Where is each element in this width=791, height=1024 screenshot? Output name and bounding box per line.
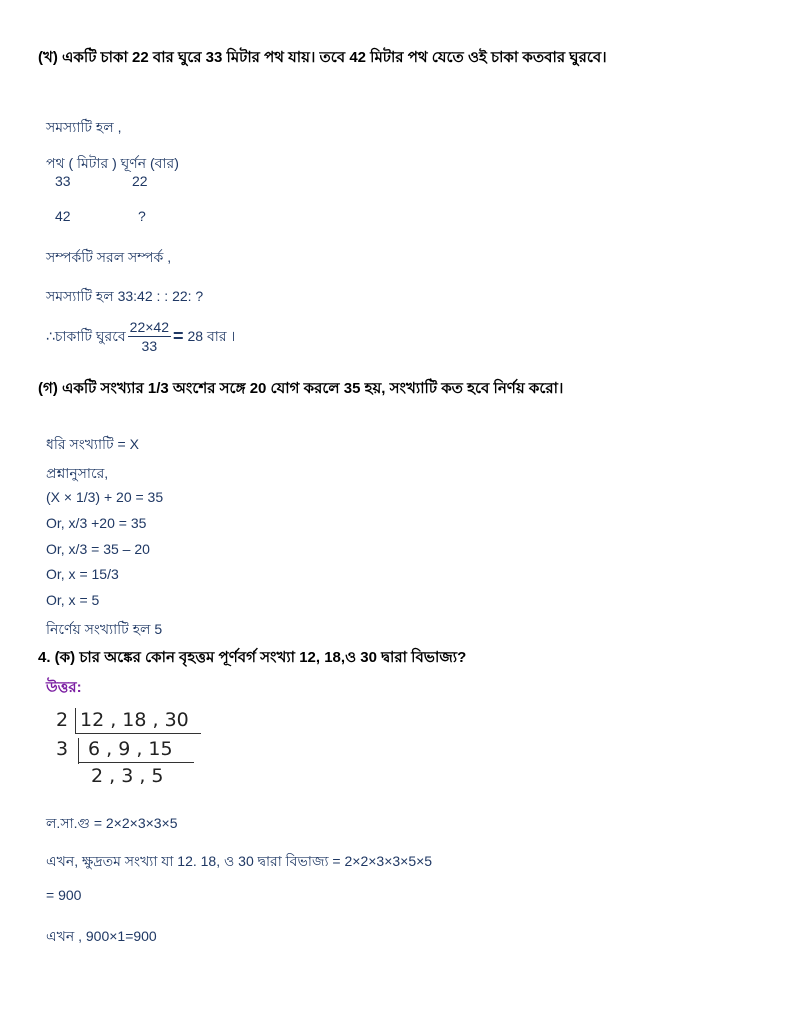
divisor-1: 2: [56, 709, 69, 731]
result-line: [46, 318, 235, 355]
division-ladder: [56, 706, 226, 796]
smallest-number-line: এখন, ক্ষুদ্রতম সংখ্যা যা 12. 18, ও 30 দ্বারা বিভাজ্য = 2×2×3×3×5×5: [46, 853, 433, 869]
divisor-2: 3: [56, 738, 69, 760]
division-row-1: 12 , 18 , 30: [80, 709, 189, 731]
fraction-denominator: 33: [141, 338, 158, 354]
division-row-2: 6 , 9 , 15: [88, 738, 173, 760]
table-header: পথ ( মিটার ) ঘূর্ণন (বার): [46, 155, 179, 171]
fraction: [128, 318, 171, 355]
result-suffix: 28 বার ।: [187, 327, 236, 344]
divider-horizontal-1: [75, 733, 201, 734]
relation-text: সম্পর্কটি সরল সম্পর্ক ,: [46, 249, 172, 265]
proportion-text: সমস্যাটি হল 33:42 : : 22: ?: [46, 288, 204, 304]
ga-line-3: (X × 1/3) + 20 = 35: [46, 489, 164, 505]
row-2-path: 42: [55, 208, 71, 224]
division-row-3: 2 , 3 , 5: [91, 765, 164, 787]
ga-line-1: ধরি সংখ্যাটি = X: [46, 436, 139, 452]
ga-line-7: Or, x = 5: [46, 592, 100, 608]
question-kha: (খ) একটি চাকা 22 বার ঘুরে 33 মিটার পথ যায়। তবে 42 মিটার পথ যেতে ওই চাকা কতবার ঘুরবে।: [38, 49, 607, 66]
problem-intro: সমস্যাটি হল ,: [46, 119, 122, 135]
divider-horizontal-2: [78, 762, 194, 763]
result-900-line: = 900: [46, 887, 82, 903]
ga-line-5: Or, x/3 = 35 – 20: [46, 541, 150, 557]
row-2-turns: ?: [138, 208, 146, 224]
final-line: এখন , 900×1=900: [46, 928, 157, 944]
question-ga: (গ) একটি সংখ্যার 1/3 অংশের সঙ্গে 20 যোগ করলে 35 হয়, সংখ্যাটি কত হবে নির্ণয় করো।: [38, 380, 564, 397]
row-1-path: 33: [55, 173, 71, 189]
lcm-line: ল.সা.গু = 2×2×3×3×5: [46, 815, 178, 831]
equals-sign: =: [173, 326, 184, 346]
question-4-ka: 4. (ক) চার অঙ্কের কোন বৃহত্তম পূর্ণবর্গ সংখ্যা 12, 18,ও 30 দ্বারা বিভাজ্য?: [38, 649, 467, 666]
fraction-numerator: 22×42: [129, 319, 169, 335]
ga-line-8: নির্ণেয় সংখ্যাটি হল 5: [46, 621, 163, 637]
ga-line-2: প্রশ্নানুসারে,: [46, 465, 109, 481]
result-prefix: ∴চাকাটি ঘুরবে: [46, 327, 126, 344]
divider-vertical-2: [78, 738, 79, 764]
ga-line-4: Or, x/3 +20 = 35: [46, 515, 147, 531]
answer-label: উত্তর:: [46, 679, 82, 696]
divider-vertical-1: [75, 708, 76, 734]
ga-line-6: Or, x = 15/3: [46, 566, 119, 582]
row-1-turns: 22: [132, 173, 148, 189]
